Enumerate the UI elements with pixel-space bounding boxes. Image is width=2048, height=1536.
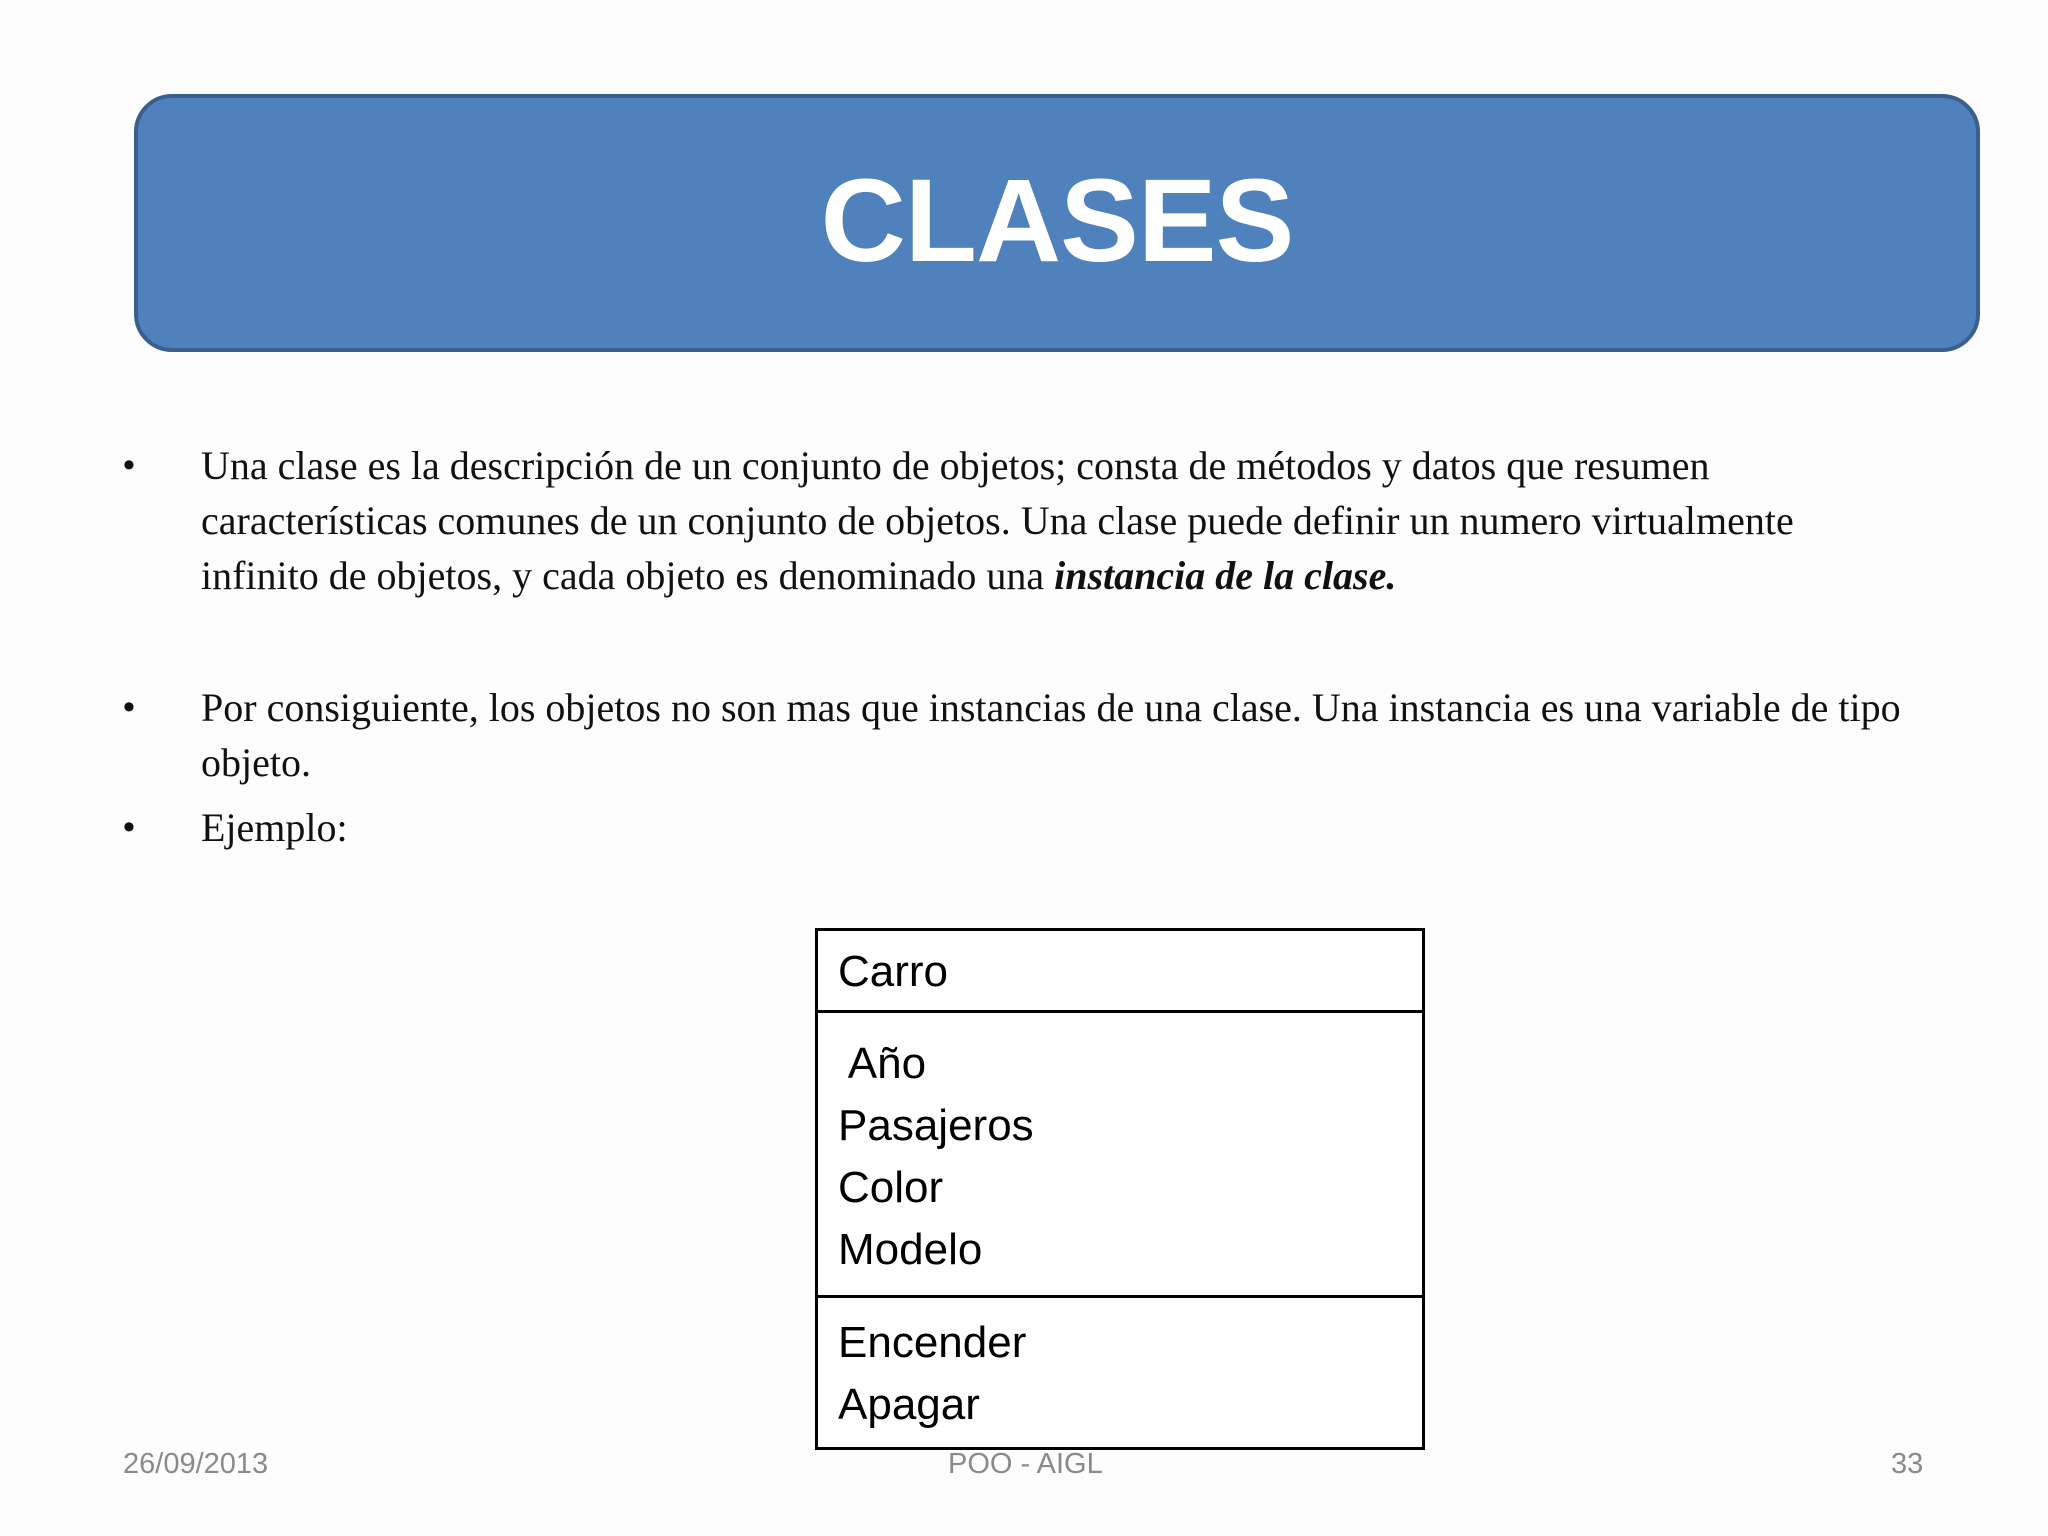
bullet-item-class-definition [120, 438, 1920, 603]
title-banner [134, 94, 1980, 352]
uml-attribute: Modelo [838, 1225, 983, 1274]
slide-title: CLASES [820, 155, 1294, 287]
uml-class-diagram [815, 928, 1425, 1450]
bullet-marker: • [123, 446, 135, 484]
bullet-marker: • [123, 688, 135, 726]
bullet-text: Por consiguiente, los objetos no son mas que instancias de una clase. Una instancia es una variable de tipo objeto. [201, 685, 1901, 785]
uml-methods-section [818, 1298, 1422, 1436]
bullet-item-example [120, 800, 1920, 855]
bullet-text: Ejemplo: [201, 805, 348, 850]
uml-attribute: Pasajeros [838, 1101, 1034, 1150]
uml-class-name: Carro [818, 931, 1422, 1013]
footer-page-number: 33 [1891, 1448, 1924, 1480]
uml-method: Apagar [838, 1380, 980, 1429]
footer-course: POO - AIGL [948, 1448, 1103, 1480]
uml-method: Encender [838, 1318, 1027, 1367]
bullet-marker: • [123, 808, 135, 846]
uml-attributes-section [818, 1013, 1422, 1298]
bullet-text: Una clase es la descripción de un conjunto de objetos; consta de métodos y datos que resumen características comunes de un conjunto de objetos. Una clase puede definir un numero virtualmente infinito de objetos, y cada objeto es denominado una [201, 443, 1794, 598]
uml-attribute: Color [838, 1163, 944, 1212]
bullet-list [120, 438, 1920, 855]
bullet-item-instances [120, 680, 1920, 790]
footer-date: 26/09/2013 [123, 1448, 269, 1480]
uml-attribute: Año [838, 1039, 927, 1088]
bullet-emphasis: instancia de la clase. [1054, 553, 1397, 598]
